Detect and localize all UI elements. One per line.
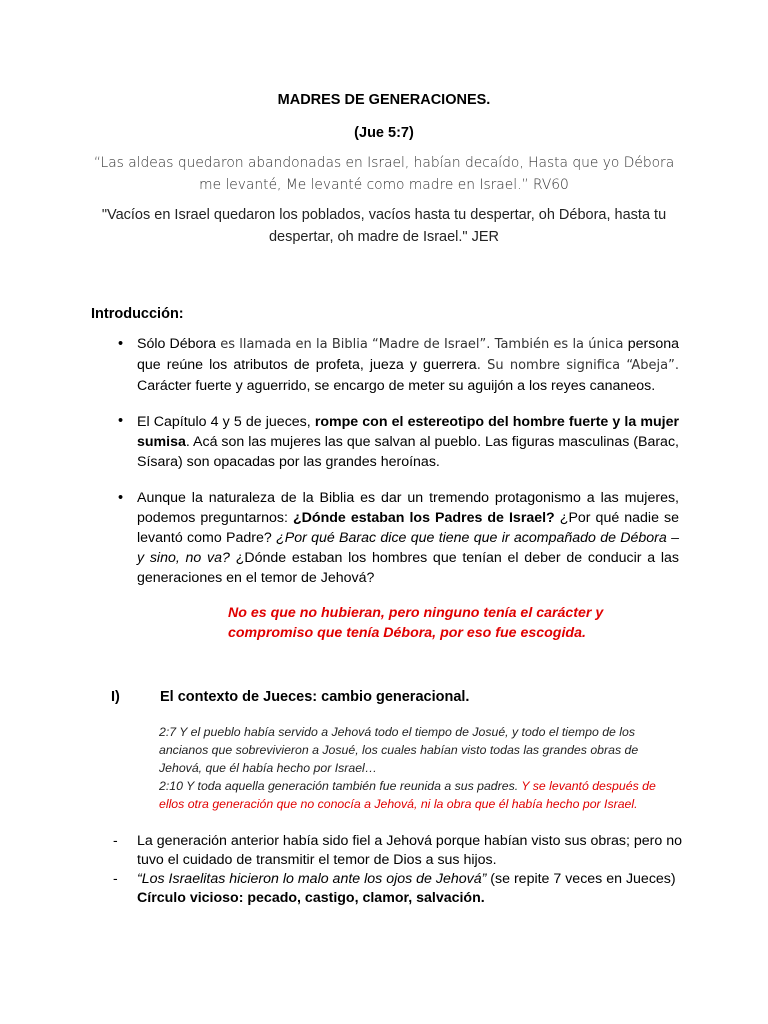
bullet-marker: • [118, 413, 124, 429]
bullet1-part5: Carácter fuerte y aguerrido, se encargo de meter su aguijón a los reyes cananeos. [137, 378, 656, 394]
scripture-reference: (Jue 5:7) [354, 125, 414, 141]
bullet3-part5: ¿Dónde estaban los hombres que tenían el deber de conducir a las generaciones en el temor de Jehová? [137, 550, 679, 586]
section-title: El contexto de Jueces: cambio generacional. [160, 689, 470, 705]
verse-2-10-part1: 2:10 Y toda aquella generación también fue reunida a sus padres. [159, 779, 519, 793]
bullet3-part3: ¿Por qué nadie se levantó como Padre? [137, 510, 679, 546]
quote-rv60: “Las aldeas quedaron abandonadas en Israel, habían decaído, Hasta que yo Débora me levanté, Me levanté como madre en Israel.” RV60 [93, 155, 675, 193]
verse-block [159, 723, 679, 813]
dash-marker: - [113, 870, 118, 886]
document-title: MADRES DE GENERACIONES. [277, 92, 491, 108]
intro-heading: Introducción: [91, 306, 184, 322]
dash-item-1: La generación anterior había sido fiel a Jehová porque habían visto sus obras; pero no tuvo el cuidado de transmitir el temor de Dios a sus hijos. [137, 833, 683, 868]
vicious-cycle: Círculo vicioso: pecado, castigo, clamor, salvación. [137, 890, 485, 906]
verse-2-10 [159, 777, 679, 813]
dash2-note: (se repite 7 veces en Jueces) [486, 871, 676, 887]
bullet3-part1: Aunque la naturaleza de la Biblia es dar un tremendo protagonismo a las mujeres, podemos preguntarnos: [137, 490, 679, 526]
bullet1-part1: Sólo Débora [137, 336, 216, 352]
bullet1-part4: . Su nombre significa “Abeja”. [476, 358, 679, 373]
bullet2-bold: rompe con el estereotipo del hombre fuerte y la mujer sumisa [137, 414, 679, 450]
bullet2-part3: . Acá son las mujeres las que salvan al pueblo. Las figuras masculinas (Barac, Sísara) son opacadas por las grandes heroínas. [137, 434, 679, 470]
dash-item-2 [137, 870, 687, 908]
dash-marker: - [113, 832, 118, 848]
bullet-marker: • [118, 336, 124, 352]
quote-jer: "Vacíos en Israel quedaron los poblados, vacíos hasta tu despertar, oh Débora, hasta tu despertar, oh madre de Israel." JER [101, 207, 667, 245]
bullet-item-1 [137, 334, 679, 396]
emphasis-note: No es que no hubieran, pero ninguno tenía el carácter y compromiso que tenía Débora, por eso fue escogida. [228, 605, 604, 641]
bullet-item-2 [137, 412, 679, 472]
verse-2-7: 2:7 Y el pueblo había servido a Jehová todo el tiempo de Josué, y todo el tiempo de los ancianos que sobrevivieron a Josué, los cuales habían visto todas las grandes obras de Jehová, que él había hecho por Israel… [159, 725, 639, 775]
bullet-item-3 [137, 488, 679, 588]
bullet2-part1: El Capítulo 4 y 5 de jueces, [137, 414, 315, 430]
dash2-quote: “Los Israelitas hicieron lo malo ante los ojos de Jehová” [137, 871, 487, 887]
section-number: I) [111, 689, 120, 705]
bullet1-part3: persona que reúne los atributos de profeta, jueza y guerrera [137, 336, 679, 373]
bullet3-bold-question: ¿Dónde estaban los Padres de Israel? [293, 510, 555, 526]
bullet1-part2: es llamada en la Biblia “Madre de Israel”. También es la única [215, 337, 628, 352]
verse-2-10-highlight: Y se levantó después de ellos otra generación que no conocía a Jehová, ni la obra que él había hecho por Israel. [159, 779, 656, 811]
bullet-marker: • [118, 490, 124, 506]
bullet3-italic-question: ¿Por qué Barac dice que tiene que ir acompañado de Débora – y sino, no va? [137, 530, 679, 566]
